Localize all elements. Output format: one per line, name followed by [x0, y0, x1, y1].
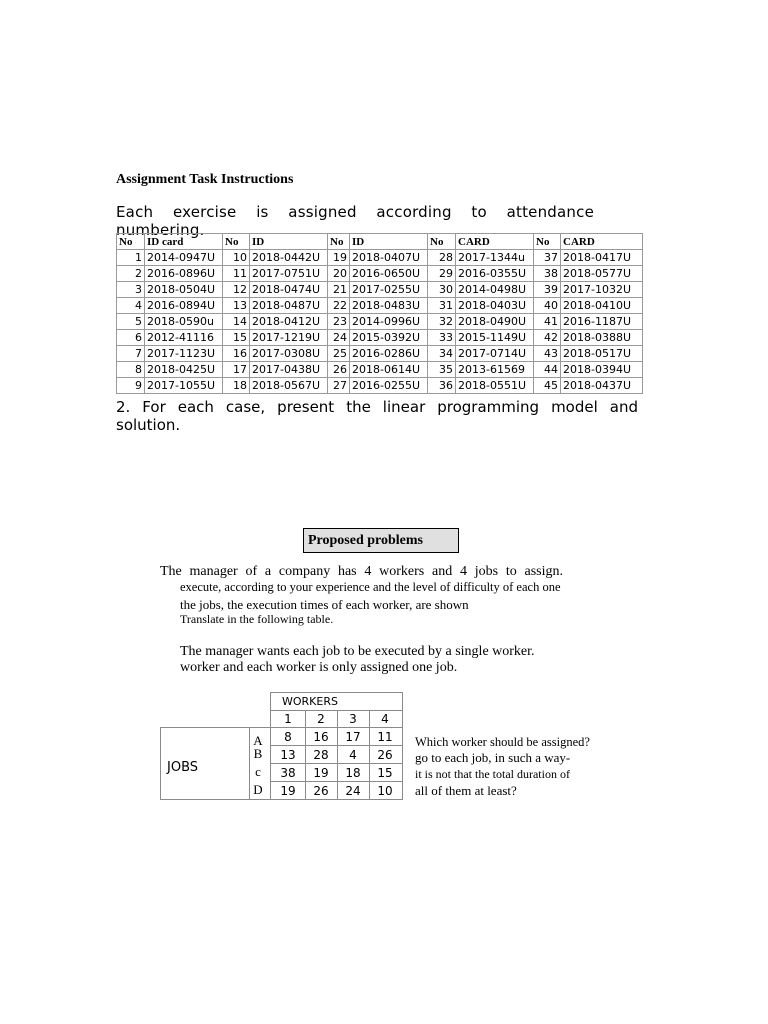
attendance-number-cell: 6 — [117, 330, 145, 346]
intro-text: Each exercise is assigned according to attendance numbering. — [116, 203, 594, 239]
id-card-cell: 2017-1032U — [561, 282, 643, 298]
matrix-cell: 15 — [377, 766, 393, 780]
id-card-cell: 2017-1123U — [145, 346, 223, 362]
id-card-cell: 2016-0894U — [145, 298, 223, 314]
attendance-number-cell: 17 — [223, 362, 250, 378]
matrix-cell: 4 — [349, 748, 357, 762]
column-header: No — [534, 234, 561, 250]
attendance-number-cell: 13 — [223, 298, 250, 314]
matrix-cell: 19 — [280, 784, 296, 798]
table-row — [117, 346, 643, 362]
attendance-number-cell: 14 — [223, 314, 250, 330]
matrix-cell: 26 — [313, 784, 329, 798]
table-row — [117, 266, 643, 282]
id-card-cell: 2018-0504U — [145, 282, 223, 298]
id-card-cell: 2017-1219U — [250, 330, 328, 346]
matrix-cell: 19 — [313, 766, 329, 780]
question-line: Which worker should be assigned? — [415, 735, 590, 749]
attendance-number-cell: 4 — [117, 298, 145, 314]
column-header: No — [328, 234, 350, 250]
attendance-number-cell: 15 — [223, 330, 250, 346]
attendance-number-cell: 23 — [328, 314, 350, 330]
id-card-cell: 2016-1187U — [561, 314, 643, 330]
attendance-number-cell: 33 — [428, 330, 456, 346]
id-card-cell: 2014-0498U — [456, 282, 534, 298]
attendance-number-cell: 40 — [534, 298, 561, 314]
attendance-number-cell: 21 — [328, 282, 350, 298]
attendance-number-cell: 12 — [223, 282, 250, 298]
id-card-cell: 2017-0255U — [350, 282, 428, 298]
table-row — [117, 250, 643, 266]
attendance-number-cell: 41 — [534, 314, 561, 330]
column-header: ID card — [145, 234, 223, 250]
attendance-number-cell: 34 — [428, 346, 456, 362]
id-card-cell: 2018-0425U — [145, 362, 223, 378]
id-card-cell: 2018-0407U — [350, 250, 428, 266]
attendance-number-cell: 10 — [223, 250, 250, 266]
job-label: B — [253, 746, 263, 761]
matrix-cell: 26 — [377, 748, 393, 762]
matrix-cell: 11 — [377, 730, 393, 744]
attendance-number-cell: 29 — [428, 266, 456, 282]
id-card-cell: 2017-1344u — [456, 250, 534, 266]
problem-line: Translate in the following table. — [180, 612, 334, 626]
attendance-number-cell: 18 — [223, 378, 250, 394]
jobs-label: JOBS — [167, 760, 199, 775]
id-card-cell: 2018-0437U — [561, 378, 643, 394]
worker-header: 4 — [381, 712, 389, 726]
attendance-number-cell: 16 — [223, 346, 250, 362]
attendance-number-cell: 1 — [117, 250, 145, 266]
column-header: No — [428, 234, 456, 250]
matrix-cell: 16 — [313, 730, 329, 744]
table-row — [117, 314, 643, 330]
column-header: ID — [350, 234, 428, 250]
table-row — [117, 330, 643, 346]
id-card-cell: 2018-0394U — [561, 362, 643, 378]
matrix-cell: 8 — [284, 730, 292, 744]
id-card-cell: 2018-0551U — [456, 378, 534, 394]
table-row — [117, 378, 643, 394]
matrix-cell: 17 — [345, 730, 361, 744]
attendance-number-cell: 11 — [223, 266, 250, 282]
step-2-text: 2. For each case, present the linear programming model and solution. — [116, 398, 638, 434]
id-card-cell: 2017-0751U — [250, 266, 328, 282]
id-card-cell: 2018-0410U — [561, 298, 643, 314]
table-row — [117, 298, 643, 314]
attendance-number-cell: 22 — [328, 298, 350, 314]
id-card-cell: 2018-0567U — [250, 378, 328, 394]
id-card-cell: 2017-0438U — [250, 362, 328, 378]
attendance-number-cell: 31 — [428, 298, 456, 314]
page-heading: Assignment Task Instructions — [116, 172, 294, 187]
attendance-number-cell: 25 — [328, 346, 350, 362]
attendance-number-cell: 24 — [328, 330, 350, 346]
table-row — [117, 362, 643, 378]
attendance-number-cell: 36 — [428, 378, 456, 394]
attendance-number-cell: 28 — [428, 250, 456, 266]
id-card-cell: 2017-0308U — [250, 346, 328, 362]
attendance-number-cell: 9 — [117, 378, 145, 394]
id-card-cell: 2016-0355U — [456, 266, 534, 282]
attendance-number-cell: 37 — [534, 250, 561, 266]
column-header: CARD — [456, 234, 534, 250]
id-card-cell: 2017-1055U — [145, 378, 223, 394]
worker-header: 3 — [349, 712, 357, 726]
id-card-cell: 2018-0417U — [561, 250, 643, 266]
attendance-number-cell: 39 — [534, 282, 561, 298]
id-card-cell: 2018-0474U — [250, 282, 328, 298]
matrix-cell: 18 — [345, 766, 361, 780]
id-card-cell: 2014-0947U — [145, 250, 223, 266]
id-card-cell: 2018-0442U — [250, 250, 328, 266]
id-card-cell: 2017-0714U — [456, 346, 534, 362]
question-line: all of them at least? — [415, 783, 517, 798]
column-header: No — [223, 234, 250, 250]
id-card-cell: 2018-0403U — [456, 298, 534, 314]
id-card-cell: 2015-0392U — [350, 330, 428, 346]
attendance-number-cell: 20 — [328, 266, 350, 282]
id-card-cell: 2018-0614U — [350, 362, 428, 378]
job-label: D — [253, 782, 263, 797]
attendance-number-cell: 32 — [428, 314, 456, 330]
workers-label: WORKERS — [282, 695, 338, 708]
id-card-cell: 2018-0517U — [561, 346, 643, 362]
job-label: c — [255, 764, 261, 779]
attendance-number-cell: 7 — [117, 346, 145, 362]
attendance-number-cell: 8 — [117, 362, 145, 378]
worker-header: 2 — [317, 712, 325, 726]
id-card-cell: 2018-0412U — [250, 314, 328, 330]
column-header: No — [117, 234, 145, 250]
matrix-cell: 10 — [377, 784, 393, 798]
problem-line: The manager of a company has 4 workers and 4 jobs to assign. — [160, 564, 563, 579]
id-card-cell: 2018-0590u — [145, 314, 223, 330]
id-card-cell: 2018-0483U — [350, 298, 428, 314]
question-line: it is not that the total duration of — [415, 767, 570, 781]
id-card-cell: 2018-0487U — [250, 298, 328, 314]
attendance-number-cell: 30 — [428, 282, 456, 298]
attendance-number-cell: 45 — [534, 378, 561, 394]
matrix-cell: 13 — [280, 748, 296, 762]
attendance-number-cell: 19 — [328, 250, 350, 266]
problem-line: worker and each worker is only assigned one job. — [180, 660, 458, 675]
attendance-number-cell: 27 — [328, 378, 350, 394]
id-card-cell: 2018-0577U — [561, 266, 643, 282]
attendance-number-cell: 3 — [117, 282, 145, 298]
table-row — [117, 282, 643, 298]
attendance-number-cell: 44 — [534, 362, 561, 378]
id-card-cell: 2016-0896U — [145, 266, 223, 282]
id-card-cell: 2016-0286U — [350, 346, 428, 362]
attendance-number-cell: 42 — [534, 330, 561, 346]
attendance-number-cell: 2 — [117, 266, 145, 282]
id-card-cell: 2015-1149U — [456, 330, 534, 346]
worker-header: 1 — [284, 712, 292, 726]
attendance-number-cell: 5 — [117, 314, 145, 330]
matrix-cell: 38 — [280, 766, 296, 780]
attendance-number-cell: 38 — [534, 266, 561, 282]
problem-line: the jobs, the execution times of each worker, are shown — [180, 597, 469, 612]
matrix-cell: 28 — [313, 748, 329, 762]
id-card-cell: 2016-0650U — [350, 266, 428, 282]
id-card-cell: 2016-0255U — [350, 378, 428, 394]
job-label: A — [253, 733, 263, 748]
attendance-number-cell: 43 — [534, 346, 561, 362]
id-card-cell: 2014-0996U — [350, 314, 428, 330]
id-card-cell: 2018-0388U — [561, 330, 643, 346]
question-line: go to each job, in such a way- — [415, 750, 571, 765]
id-card-cell: 2013-61569 — [456, 362, 534, 378]
column-header: ID — [250, 234, 328, 250]
proposed-problems-title: Proposed problems — [303, 528, 459, 553]
id-card-cell: 2018-0490U — [456, 314, 534, 330]
id-card-cell: 2012-41116 — [145, 330, 223, 346]
attendance-number-cell: 26 — [328, 362, 350, 378]
column-header: CARD — [561, 234, 643, 250]
problem-line: The manager wants each job to be executed by a single worker. — [180, 644, 535, 659]
attendance-table — [116, 233, 643, 394]
attendance-number-cell: 35 — [428, 362, 456, 378]
table-header-row — [117, 234, 643, 250]
problem-line: execute, according to your experience and the level of difficulty of each one — [180, 580, 561, 594]
matrix-cell: 24 — [345, 784, 361, 798]
